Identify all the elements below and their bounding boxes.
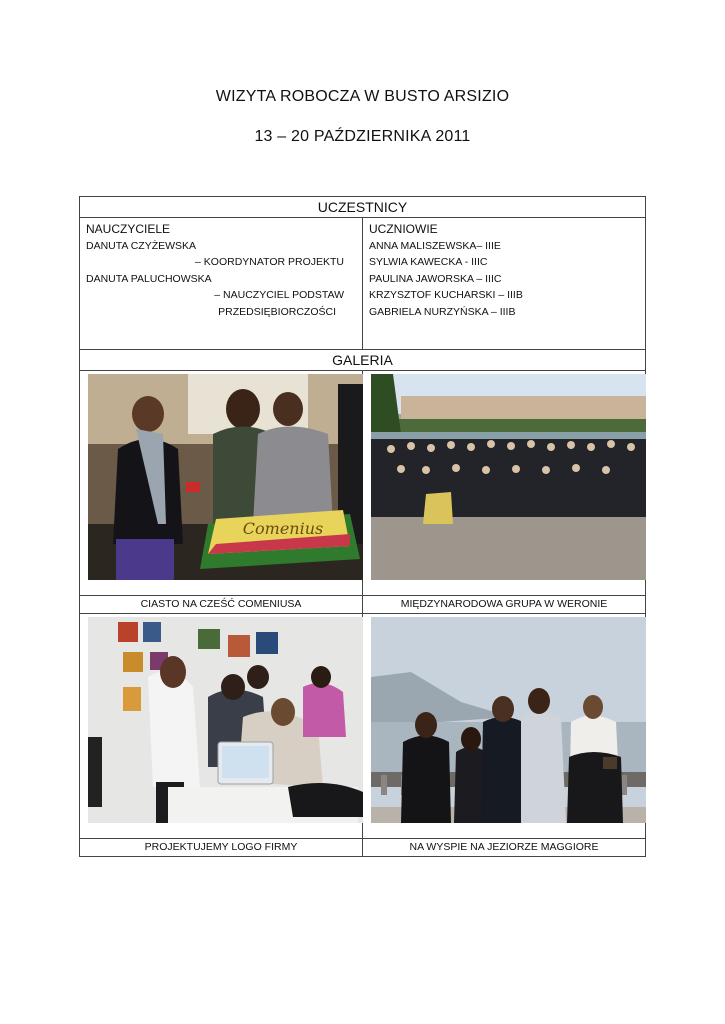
cake-photo <box>88 374 363 580</box>
students-heading: UCZNIOWIE <box>369 222 438 236</box>
participants-gallery-table <box>79 196 646 857</box>
students-list <box>363 218 646 350</box>
photo-caption: MIĘDZYNARODOWA GRUPA W WERONIE <box>363 596 646 614</box>
group-verona-photo <box>371 374 646 580</box>
cake-inscription: Comenius <box>242 519 324 538</box>
student-item: SYLWIA KAWECKA - IIIC <box>369 256 488 268</box>
student-item: PAULINA JAWORSKA – IIIC <box>369 272 502 285</box>
photo-caption: CIASTO NA CZEŚĆ COMENIUSA <box>80 596 363 614</box>
gallery-cell <box>363 371 646 596</box>
gallery-cell <box>80 614 363 839</box>
gallery-cell <box>363 614 646 839</box>
participants-heading: UCZESTNICY <box>80 197 646 218</box>
photo-caption: PROJEKTUJEMY LOGO FIRMY <box>80 839 363 857</box>
teacher-role: – NAUCZYCIEL PODSTAW <box>214 289 344 301</box>
photo-caption: NA WYSPIE NA JEZIORZE MAGGIORE <box>363 839 646 857</box>
student-item: ANNA MALISZEWSKA– IIIE <box>369 239 501 252</box>
document-dates: 13 – 20 PAŹDZIERNIKA 2011 <box>254 128 471 145</box>
teacher-role: – KOORDYNATOR PROJEKTU <box>195 256 344 268</box>
student-item: KRZYSZTOF KUCHARSKI – IIIB <box>369 289 523 301</box>
teacher-role-cont: PRZEDSIĘBIORCZOŚCI <box>218 305 336 318</box>
teacher-name: DANUTA PALUCHOWSKA <box>86 272 212 285</box>
logo-design-photo <box>88 617 363 823</box>
student-item: GABRIELA NURZYŃSKA – IIIB <box>369 305 516 318</box>
teachers-heading: NAUCZYCIELE <box>86 222 171 236</box>
teachers-list <box>80 218 363 350</box>
gallery-cell <box>80 371 363 596</box>
document-title: WIZYTA ROBOCZA W BUSTO ARSIZIO <box>215 88 510 105</box>
teacher-name: DANUTA CZYŻEWSKA <box>86 239 197 252</box>
gallery-heading: GALERIA <box>80 350 646 371</box>
lake-maggiore-photo <box>371 617 646 823</box>
